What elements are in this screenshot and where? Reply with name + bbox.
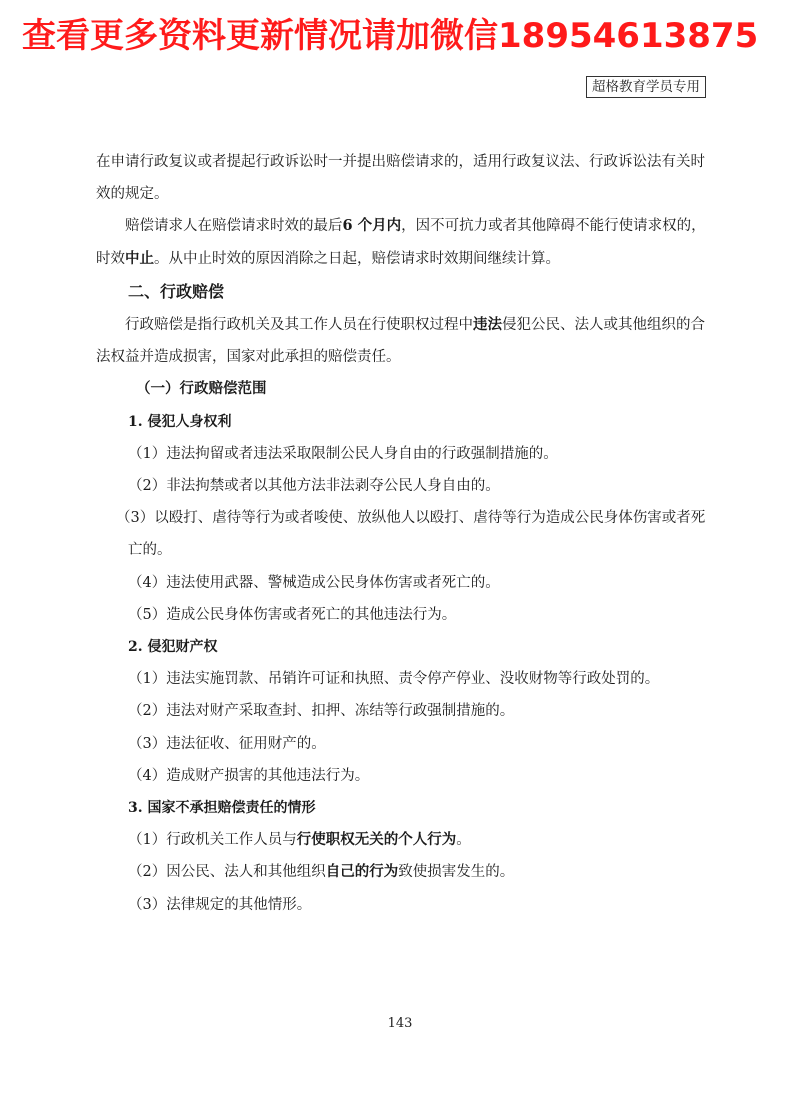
text-run: 赔偿请求人在赔偿请求时效的最后	[125, 218, 343, 235]
text-run: 致使损害发生的。	[398, 864, 515, 881]
bold-text: 违法	[473, 316, 502, 334]
list-item: （5）造成公民身体伤害或者死亡的其他违法行为。	[128, 606, 457, 623]
list-item: （2）违法对财产采取查封、扣押、冻结等行政强制措施的。	[128, 703, 515, 720]
bold-text: 行使职权无关的个人行为	[296, 831, 457, 849]
list-item: （1）违法实施罚款、吊销许可证和执照、责令停产停业、没收财物等行政处罚的。	[128, 671, 660, 688]
subsection-heading-scope: （一）行政赔偿范围	[136, 380, 267, 398]
student-only-badge: 超格教育学员专用	[586, 76, 706, 98]
list-item	[96, 824, 711, 856]
section-heading-admin-compensation: 二、行政赔偿	[128, 281, 225, 301]
list-item: （3）以殴打、虐待等行为或者唆使、放纵他人以殴打、虐待等行为造成公民身体伤害或者死亡的。	[116, 510, 706, 559]
contact-watermark-banner: 查看更多资料更新情况请加微信18954613875	[22, 16, 759, 56]
paragraph-definition	[96, 309, 711, 373]
text-run: （2）因公民、法人和其他组织	[128, 864, 326, 881]
bold-text: 自己的行为	[325, 863, 399, 881]
list-item: （2）非法拘禁或者以其他方法非法剥夺公民人身自由的。	[128, 478, 500, 495]
text-run: 行政赔偿是指行政机关及其工作人员在行使职权过程中	[125, 317, 473, 334]
list-item: （4）造成财产损害的其他违法行为。	[128, 767, 370, 784]
text-run: 。	[456, 832, 471, 849]
item-heading-personal-rights: 1. 侵犯人身权利	[128, 413, 232, 430]
text-run: ，因不可抗力或者其他障碍不能行使请求权的，时效	[96, 218, 706, 267]
bold-text: 中止	[125, 249, 154, 267]
list-item	[96, 856, 711, 888]
bold-text: 6 个月内	[342, 217, 402, 235]
list-item: （4）违法使用武器、警械造成公民身体伤害或者死亡的。	[128, 574, 500, 591]
list-item: （3）违法征收、征用财产的。	[128, 735, 326, 752]
list-item: （1）违法拘留或者违法采取限制公民人身自由的行政强制措施的。	[128, 445, 558, 462]
item-heading-property-rights: 2. 侵犯财产权	[128, 639, 218, 656]
text-run: 侵犯公民、法人或其他组织的合法权益并造成损害，国家对此承担的赔偿责任。	[96, 317, 705, 366]
page-number: 143	[387, 1016, 413, 1031]
paragraph-statute-of-limitations: 在申请行政复议或者提起行政诉讼时一并提出赔偿请求的，适用行政复议法、行政诉讼法有关时效的规定。	[96, 154, 705, 203]
list-item: （3）法律规定的其他情形。	[128, 896, 312, 913]
item-heading-no-liability: 3. 国家不承担赔偿责任的情形	[128, 800, 316, 817]
text-run: （1）行政机关工作人员与	[128, 832, 297, 849]
text-run: 。从中止时效的原因消除之日起，赔偿请求时效期间继续计算。	[154, 250, 560, 267]
paragraph-suspension	[96, 210, 711, 274]
document-body	[96, 146, 711, 921]
